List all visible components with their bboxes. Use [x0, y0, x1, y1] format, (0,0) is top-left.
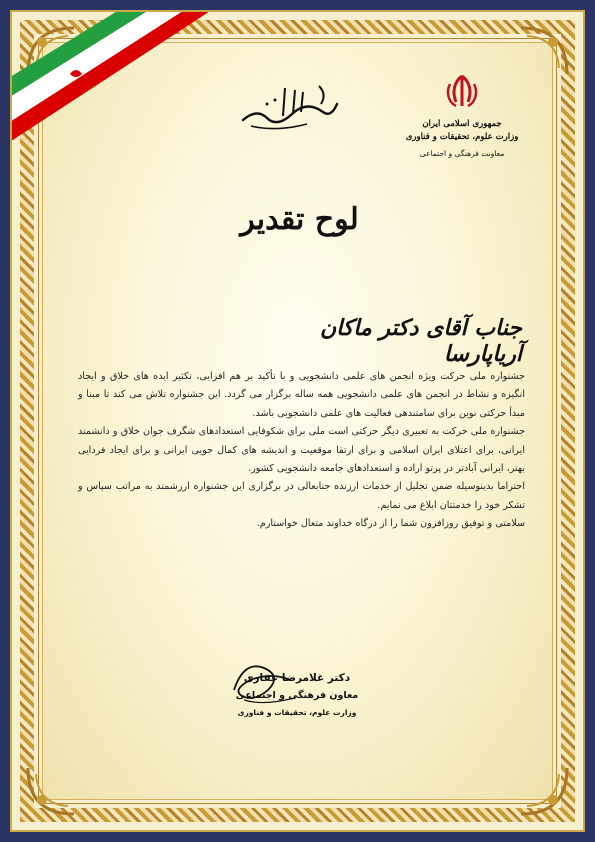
signatory-role: معاون فرهنگی و اجتماعی — [235, 690, 359, 701]
certificate-body — [78, 368, 525, 534]
ministry-header — [402, 72, 522, 160]
emblem-line-1: جمهوری اسلامی ایران — [422, 119, 502, 129]
emblem-line-2: وزارت علوم، تحقیقات و فناوری — [405, 132, 519, 142]
corner-ornament-icon — [517, 764, 571, 818]
signature-block — [202, 650, 392, 730]
basmala-calligraphy-icon — [237, 80, 342, 136]
body-paragraph-2: جشنواره ملی حرکت به تعبیری دیگر حرکتی است ملی برای شکوفایی استعدادهای شگرف جوان خلاق و دانشمند ایرانی، برای اعتلای ایران اسلامی و برای ارتقا موقعیت و اندیشه های کمال جویی ایرانی و برای ایجاد فردایی بهتر، ایرانی آبادتر در پرتو اراده و استعدادهای جامعه دانشجویی کشور. — [78, 426, 525, 475]
certificate-title: لوح تقدیر — [240, 202, 359, 237]
body-paragraph-1: جشنواره ملی حرکت ویژه انجمن های علمی دانشجویی و با تأکید بر هم افزایی، تکثیر ایده های خلاق و ایجاد انگیزه و نشاط در انجمن های علمی دانشجویی همه ساله برگزار می گردد. این جشنواره تلاش می کند تا مبنا و مبدأ حرکتی نوین برای سامتندهی فعالیت های علمی دانشجویی باشد. — [78, 371, 525, 419]
iran-emblem-icon — [442, 72, 482, 112]
certificate — [10, 10, 585, 832]
body-paragraph-4: سلامتی و توفیق روزافزون شما را از درگاه خداوند متعال خواستارم. — [256, 518, 525, 530]
iran-flag-ribbon-icon — [12, 12, 222, 162]
signatory-name: دکتر غلامرضا غفاری — [243, 672, 351, 684]
corner-ornament-icon — [517, 24, 571, 78]
signatory-organization: وزارت علوم، تحقیقات و فناوری — [237, 708, 357, 717]
recipient-name: جناب آقای دکتر ماکان آریاپارسا — [319, 315, 522, 367]
body-paragraph-3: احتراما بدینوسیله ضمن تجلیل از خدمات ارزنده جنابعالی در برگزاری این جشنواره ارزشمند به مراتب سپاس و تشکر خود را خدمتتان ابلاغ می نمایم. — [78, 481, 525, 511]
corner-ornament-icon — [24, 764, 78, 818]
emblem-line-3: معاونت فرهنگی و اجتماعی — [419, 149, 505, 158]
